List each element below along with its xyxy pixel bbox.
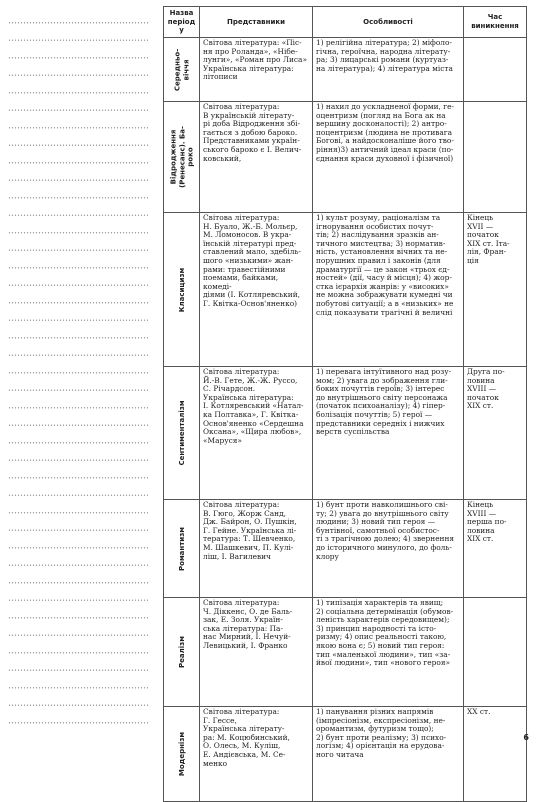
cell-line: йвої людини», тип «нового героя» <box>316 658 451 668</box>
cell-line: тип «маленької людини», тип «за- <box>316 649 451 659</box>
header-time: Час виникнення <box>464 7 527 38</box>
period-name-line: Відродження <box>168 129 177 185</box>
cell-line: Г. Гейне. Українська лі- <box>203 525 297 535</box>
period-name-line: (Ренесанс). Ба- <box>177 126 186 188</box>
time-cell <box>464 500 527 598</box>
period-name <box>177 636 186 668</box>
cell-line: Оксана», «Щира любов», <box>203 427 302 437</box>
time-cell <box>464 38 527 102</box>
cell-line: початок <box>467 230 499 240</box>
cell-line: тература: Т. Шевченко, <box>203 534 296 544</box>
cell-line: рі доба Відродження збі- <box>203 119 301 129</box>
dotted-writing-lines <box>8 14 148 736</box>
time-cell <box>464 213 527 367</box>
cell-line: мом; 2) увага до зображення гли- <box>316 375 448 385</box>
representatives-cell <box>200 500 313 598</box>
cell-line: представники середніх і нижчих <box>316 418 445 428</box>
period-name-line: Сентименталізм <box>177 400 186 466</box>
cell-line: ловина <box>467 375 495 385</box>
cell-line: Левицький, І. Франко <box>203 640 288 650</box>
table-row <box>164 213 527 367</box>
cell-line: Г. Гессе, <box>203 715 237 725</box>
features-cell <box>313 102 464 213</box>
cell-line: шого «низькими» жан- <box>203 255 294 265</box>
period-cell <box>164 598 200 707</box>
cell-line: вершину досконалості); 2) антро- <box>316 119 447 129</box>
cell-line: І. Котляревський «Натал- <box>203 401 304 411</box>
features-cell <box>313 367 464 500</box>
cell-line: драматургії — це закон «трьох єд- <box>316 264 450 274</box>
cell-line: ностей» (дії, часу й місця); 4) жор- <box>316 273 452 283</box>
cell-line: (початок психоаналізу); 4) гіпер- <box>316 401 446 411</box>
cell-line: Кінець <box>467 500 494 509</box>
cell-line: логізм; 4) орієнтація на ерудова- <box>316 741 445 751</box>
cell-line: Н. Буало, Ж.-Б. Мольєр, <box>203 221 298 231</box>
cell-line: ра; 3) лицарські романи (куртуаз- <box>316 55 449 65</box>
cell-line: ного читача <box>316 749 364 759</box>
cell-line: ліш, І. Вагилевич <box>203 551 271 561</box>
cell-line: ловина <box>467 525 495 535</box>
representatives-cell <box>200 102 313 213</box>
cell-line: ковський, <box>203 153 242 163</box>
time-cell <box>464 102 527 213</box>
cell-line: Друга по- <box>467 367 505 376</box>
cell-line: Українська література: <box>203 392 294 402</box>
cell-line: 2) бунт проти реалізму; 3) психо- <box>316 732 447 742</box>
cell-line: В українській літерату- <box>203 110 295 120</box>
cell-line: Світова література: <box>203 598 280 607</box>
cell-line: поцентризм (людина не противага <box>316 127 453 137</box>
cell-line: XIX ст. Іта- <box>467 238 510 248</box>
period-name-line: Середньо- <box>173 48 181 91</box>
cell-line: Е. Андієвська, М. Се- <box>203 749 286 759</box>
cell-line: 1) культ розуму, раціоналізм та <box>316 213 441 222</box>
cell-line: зак, Е. Золя. Україн- <box>203 615 283 625</box>
cell-line: лунги», «Роман про Лиса» <box>203 55 307 65</box>
cell-line: Дж. Байрон, О. Пушкін, <box>203 517 297 527</box>
cell-line: О. Олесь, М. Куліш, <box>203 741 281 751</box>
features-cell <box>313 707 464 802</box>
period-name-line: Реалізм <box>177 636 186 668</box>
cell-line: діями (І. Котляревський, <box>203 290 300 300</box>
features-cell <box>313 38 464 102</box>
cell-line: боких почуттів героїв; 3) інтерес <box>316 384 445 394</box>
cell-line: початок <box>467 392 499 402</box>
header-representatives: Представники <box>200 7 313 38</box>
cell-line: Світова література: «Піс- <box>203 38 302 47</box>
cell-line: ція <box>467 255 479 265</box>
cell-line: оцентризм (погляд на Бога ак на <box>316 110 446 120</box>
cell-line: Й.-В. Гете, Ж.-Ж. Руссо, <box>203 375 298 385</box>
cell-line: гічна, героїчна, народна літерату- <box>316 46 451 56</box>
cell-line: Основ'яненко «Сердешна <box>203 418 304 428</box>
cell-line: Г. Квітка-Основ'яненко) <box>203 298 298 308</box>
time-cell <box>464 707 527 802</box>
cell-line: XX ст. <box>467 707 491 716</box>
period-name <box>177 400 186 465</box>
cell-line: до історичного минулого, до фоль- <box>316 542 452 552</box>
page-number: 6 <box>523 733 529 742</box>
cell-line: побутові ситуації; а в «низьких» не <box>316 298 454 308</box>
cell-line: на література); 4) література міста <box>316 63 453 73</box>
cell-line: стка ієрархія жанрів: у «високих» <box>316 281 449 291</box>
representatives-cell <box>200 598 313 707</box>
cell-line: нас Мирний, І. Нечуй- <box>203 632 291 642</box>
cell-line: гається з добою бароко. <box>203 127 298 137</box>
cell-line: XIX ст. <box>467 401 494 411</box>
header-period: Назва періоду <box>164 7 200 38</box>
cell-line: поемами, байками, комеді- <box>203 273 279 291</box>
period-name-line: Романтизм <box>177 526 186 571</box>
cell-line: «Маруся» <box>203 435 242 445</box>
cell-line: 2) соціальна детермінація (обумов- <box>316 606 454 616</box>
cell-line: Світова література: <box>203 500 280 509</box>
cell-line: Представниками україн- <box>203 136 300 146</box>
cell-line: болізація почуттів; 5) герої — <box>316 409 433 419</box>
period-cell <box>164 367 200 500</box>
cell-line: рами: травестійними <box>203 264 286 274</box>
period-cell <box>164 500 200 598</box>
cell-line: С. Річардсон. <box>203 384 256 394</box>
period-name-line: Класицизм <box>177 267 186 312</box>
time-cell <box>464 598 527 707</box>
cell-line: порушних правил і законів (для <box>316 255 441 265</box>
cell-line: XVIII — <box>467 508 497 518</box>
cell-line: ня про Роланда», «Нібе- <box>203 46 298 56</box>
cell-line: XVIII — <box>467 384 497 394</box>
cell-line: ризму; 4) опис реальності такою, <box>316 632 447 642</box>
cell-line: ту; 2) увага до внутрішнього світу <box>316 508 449 518</box>
cell-line: до внутрішнього світу персонажа <box>316 392 448 402</box>
cell-line: ського бароко є І. Велич- <box>203 144 302 154</box>
cell-line: 1) бунт проти навколишнього сві- <box>316 500 448 509</box>
cell-line: 1) нахил до ускладненої форми, ге- <box>316 102 454 111</box>
period-name <box>173 48 190 90</box>
table-header-row <box>164 7 527 38</box>
cell-line: їнській літературі пред- <box>203 238 297 248</box>
cell-line: ра: М. Коцюбинський, <box>203 732 290 742</box>
features-cell <box>313 598 464 707</box>
cell-line: Українська літерату- <box>203 724 285 734</box>
period-name <box>177 732 186 776</box>
cell-line: Світова література: <box>203 707 280 716</box>
period-cell <box>164 102 200 213</box>
representatives-cell <box>200 367 313 500</box>
cell-line: людини; 3) новий тип героя — <box>316 517 436 527</box>
cell-line: не можна зображувати кумедні чи <box>316 290 453 300</box>
period-name-line: віччя <box>181 59 190 80</box>
cell-line: тичного мистецтва; 3) норматив- <box>316 238 446 248</box>
period-cell <box>164 213 200 367</box>
cell-line: літописи <box>203 72 238 82</box>
cell-line: менко <box>203 758 228 768</box>
time-cell <box>464 367 527 500</box>
cell-line: М. Ломоносов. В укра- <box>203 230 292 240</box>
cell-line: 3) принцип народності та істо- <box>316 623 437 633</box>
features-cell <box>313 213 464 367</box>
cell-line: оромантизм, футуризм тощо); <box>316 724 434 734</box>
table-row <box>164 500 527 598</box>
cell-line: перша по- <box>467 517 507 527</box>
cell-line: якою вона є; 5) новий тип героя: <box>316 640 445 650</box>
table-row <box>164 598 527 707</box>
cell-line: Українська література: <box>203 63 294 73</box>
period-name-line: роко <box>185 147 194 167</box>
cell-line: XVII — <box>467 221 494 231</box>
table-row <box>164 102 527 213</box>
period-cell <box>164 707 200 802</box>
cell-line: 1) перевага інтуїтивного над розу- <box>316 367 452 376</box>
period-name <box>169 126 195 188</box>
period-name <box>177 267 186 312</box>
cell-line: Кінець <box>467 213 494 222</box>
representatives-cell <box>200 213 313 367</box>
cell-line: Богові, а найдосконаліше його тво- <box>316 136 454 146</box>
cell-line: Ч. Діккенс, О. де Баль- <box>203 606 293 616</box>
table-row <box>164 707 527 802</box>
cell-line: Світова література: <box>203 102 280 111</box>
cell-line: (імпресіонізм, експресіонізм, не- <box>316 715 446 725</box>
literary-periods-table <box>163 6 527 802</box>
cell-line: ність, установлення вічних та не- <box>316 247 448 257</box>
cell-line: ставлений мало, здебіль- <box>203 247 301 257</box>
cell-line: єднання краси духовної і фізичної) <box>316 153 454 163</box>
cell-line: леність характерів середовищем); <box>316 615 450 625</box>
header-features: Особливості <box>313 7 464 38</box>
cell-line: XIX ст. <box>467 534 494 544</box>
table-row <box>164 38 527 102</box>
cell-line: 1) панування різних напрямів <box>316 707 434 716</box>
cell-line: ріння)3) античний ідеал краси (по- <box>316 144 454 154</box>
period-name <box>177 527 186 571</box>
cell-line: М. Шашкевич, П. Кулі- <box>203 542 294 552</box>
cell-line: 1) типізація характерів та явищ; <box>316 598 444 607</box>
cell-line: В. Гюго, Жорж Санд, <box>203 508 286 518</box>
period-cell <box>164 38 200 102</box>
features-cell <box>313 500 464 598</box>
cell-line: верств суспільства <box>316 427 390 437</box>
cell-line: бунтівної, самотньої особистос- <box>316 525 440 535</box>
cell-line: Світова література: <box>203 367 280 376</box>
cell-line: ська література: Па- <box>203 623 283 633</box>
cell-line: ті з трагічною долею; 4) звернення <box>316 534 455 544</box>
cell-line: ігнорування особистих почут- <box>316 221 434 231</box>
table-row <box>164 367 527 500</box>
representatives-cell <box>200 38 313 102</box>
cell-line: лія, Фран- <box>467 247 507 257</box>
cell-line: тів; 2) наслідування зразків ан- <box>316 230 439 240</box>
period-name-line: Модернізм <box>177 731 186 777</box>
cell-line: 1) релігійна література; 2) міфоло- <box>316 38 452 47</box>
cell-line: Світова література: <box>203 213 280 222</box>
cell-line: ка Полтавка», Г. Квітка- <box>203 409 299 419</box>
cell-line: слід показувати трагічні й величні <box>316 307 453 317</box>
cell-line: клору <box>316 551 339 561</box>
representatives-cell <box>200 707 313 802</box>
